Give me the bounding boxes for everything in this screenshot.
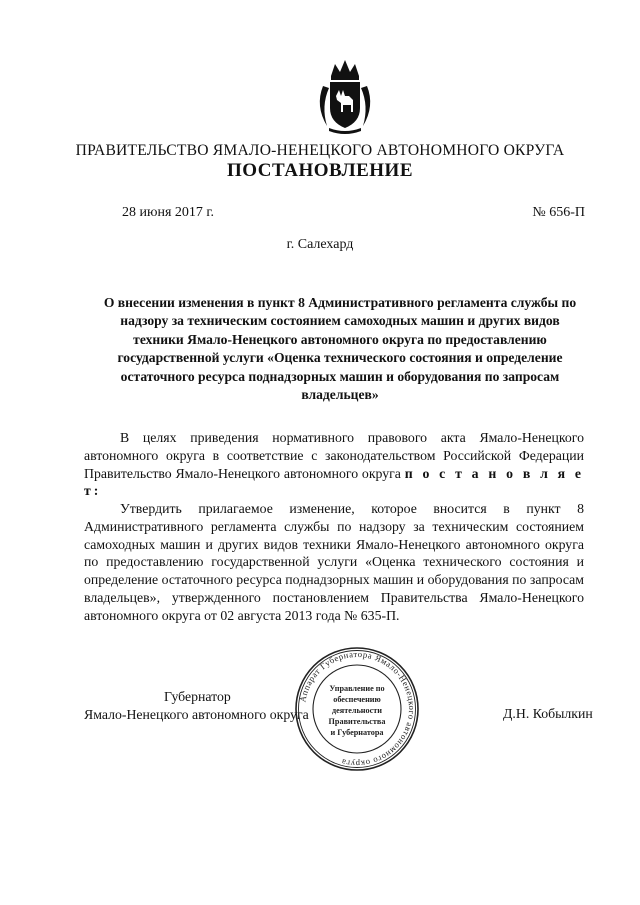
stamp-line-3: деятельности xyxy=(332,706,382,715)
paragraph-preamble xyxy=(84,429,584,500)
signatory-title-line2: Ямало-Ненецкого автономного округа xyxy=(84,707,309,722)
stamp-outer-text: Аппарат Губернатора Ямало-Ненецкого автономного округа xyxy=(297,648,418,770)
stamp-line-4: Правительства xyxy=(328,717,386,726)
document-date: 28 июня 2017 г. xyxy=(122,205,215,220)
stamp-line-5: и Губернатора xyxy=(330,728,384,737)
official-stamp xyxy=(294,646,420,772)
document-type: ПОСТАНОВЛЕНИЕ xyxy=(226,160,414,181)
coat-of-arms-icon xyxy=(305,56,385,136)
preamble-text: В целях приведения нормативного правового акта Ямало-Ненецкого автономного округа в соответствие с законодательством Российской Федерации Правительство Ямало-Ненецкого автономного округа xyxy=(84,430,584,481)
document-number: № 656-П xyxy=(532,205,585,220)
document-city: г. Салехард xyxy=(286,237,354,252)
stamp-line-1: Управление по xyxy=(329,684,385,693)
stamp-line-2: обеспечению xyxy=(333,695,381,704)
signatory-name: Д.Н. Кобылкин xyxy=(503,706,593,721)
document-subject: О внесении изменения в пункт 8 Административного регламента службы по надзору за техническим состоянием самоходных машин и других видов техники Ямало-Ненецкого автономного округа по предоставлению государственной услуги «Оценка технического состояния и определение остаточного ресурса поднадзорных машин и оборудования по запросам владельцев» xyxy=(103,295,577,403)
government-title: ПРАВИТЕЛЬСТВО ЯМАЛО-НЕНЕЦКОГО АВТОНОМНОГО ОКРУГА xyxy=(75,142,565,159)
paragraph-decision: Утвердить прилагаемое изменение, которое вносится в пункт 8 Административного регламента службы по надзору за техническим состоянием самоходных машин и других видов техники Ямало-Ненецкого автономного округа по предоставлению государственной услуги «Оценка технического состояния и определение остаточного ресурса поднадзорных машин и оборудования по запросам владельцев», утвержденного постановлением Правительства Ямало-Ненецкого автономного округа от 02 августа 2013 года № 635-П. xyxy=(84,501,584,623)
resolves-word: п о с т а н о в л я е т: xyxy=(84,465,584,499)
signatory-title-line1: Губернатор xyxy=(164,689,231,704)
